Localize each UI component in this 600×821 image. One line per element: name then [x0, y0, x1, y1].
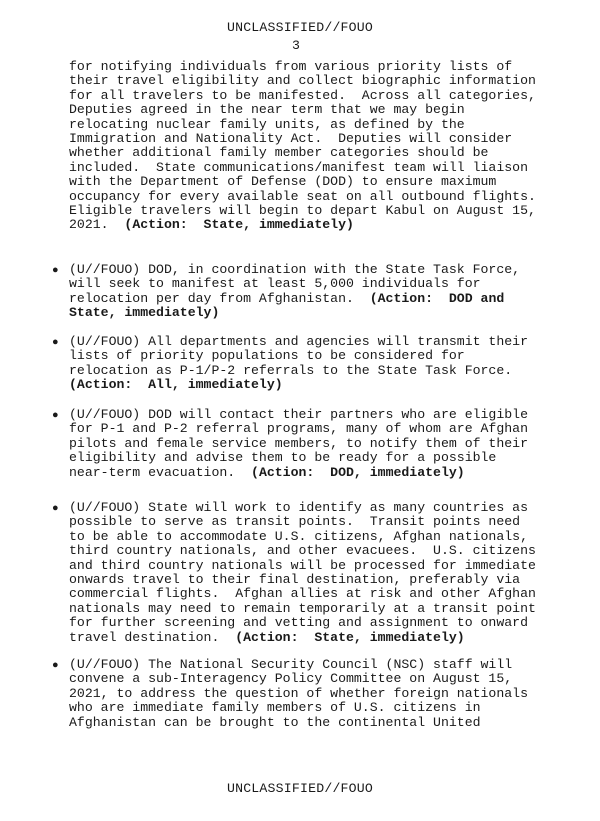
text-line: and third country nationals will be processed for immediate: [69, 557, 536, 573]
text-line: for all travelers to be manifested. Across all categories,: [69, 87, 536, 103]
text-line: relocation as P-1/P-2 referrals to the State Task Force.: [69, 362, 513, 378]
action-tag: (Action: DOD, immediately): [251, 464, 465, 480]
text-line: third country nationals, and other evacuees. U.S. citizens: [69, 543, 536, 559]
action-tag: (Action: DOD and: [369, 290, 505, 306]
page-number: 3: [292, 38, 300, 53]
text-line: possible to serve as transit points. Transit points need: [69, 514, 521, 530]
text-fragment: travel destination.: [69, 629, 236, 645]
text-line: to be able to accommodate U.S. citizens, Afghan nationals,: [69, 528, 528, 544]
text-line: relocating nuclear family units, as defined by the: [69, 116, 465, 132]
bullet-icon: ●: [52, 337, 59, 349]
text-line: convene a sub-Interagency Policy Committee on August 15,: [69, 671, 513, 687]
text-line: with the Department of Defense (DOD) to ensure maximum: [69, 174, 497, 190]
text-line: [69, 292, 569, 306]
text-fragment: near-term evacuation.: [69, 464, 252, 480]
bullet-paragraph-dod-manifest: [69, 263, 569, 321]
text-line: their travel eligibility and collect biographic information: [69, 73, 536, 89]
text-line: for further screening and vetting and assignment to onward: [69, 615, 528, 631]
text-line: (U//FOUO) DOD will contact their partners who are eligible: [69, 407, 528, 422]
text-line: Eligible travelers will begin to depart Kabul on August 15,: [69, 203, 536, 219]
text-fragment: relocation per day from Afghanistan.: [69, 290, 370, 306]
footer-classification: UNCLASSIFIED//FOUO: [226, 781, 374, 796]
text-line: onwards travel to their final destination, preferably via: [69, 572, 521, 588]
bullet-paragraph-transit-points: [69, 501, 569, 645]
action-tag: (Action: All, immediately): [69, 377, 283, 393]
text-line: (U//FOUO) All departments and agencies will transmit their: [69, 334, 528, 349]
text-line: commercial flights. Afghan allies at risk and other Afghan: [69, 586, 536, 602]
header-classification: UNCLASSIFIED//FOUO: [226, 20, 374, 35]
bullet-paragraph-p1-p2-partners: [69, 408, 569, 480]
text-line: occupancy for every available seat on all outbound flights.: [69, 188, 536, 204]
text-line: whether additional family member categories should be: [69, 145, 489, 161]
text-line: Afghanistan can be brought to the continental United: [69, 714, 481, 730]
text-fragment: 2021.: [69, 217, 125, 233]
bullet-icon: ●: [52, 503, 59, 515]
text-line: Deputies agreed in the near term that we may begin: [69, 102, 465, 118]
text-line: who are immediate family members of U.S. citizens in: [69, 700, 481, 716]
bullet-icon: ●: [52, 660, 59, 672]
text-line: will seek to manifest at least 5,000 individuals for: [69, 276, 481, 292]
text-line: for P-1 and P-2 referral programs, many of whom are Afghan: [69, 421, 528, 437]
action-tag: (Action: State, immediately): [235, 629, 465, 645]
text-line: (U//FOUO) State will work to identify as many countries as: [69, 500, 528, 515]
bullet-icon: ●: [52, 265, 59, 277]
text-line: [69, 218, 569, 232]
bullet-paragraph-nsc-committee: [69, 658, 569, 730]
continuation-paragraph: [69, 60, 569, 233]
action-tag-continued: State, immediately): [69, 305, 220, 321]
text-line: Immigration and Nationality Act. Deputies will consider: [69, 131, 513, 147]
text-line: included. State communications/manifest team will liaison: [69, 159, 528, 175]
text-line: for notifying individuals from various priority lists of: [69, 59, 513, 74]
text-line: eligibility and advise them to be ready for a possible: [69, 450, 497, 466]
text-line: 2021, to address the question of whether foreign nationals: [69, 685, 528, 701]
text-line: [69, 631, 569, 645]
text-line: [69, 466, 569, 480]
text-line: lists of priority populations to be considered for: [69, 348, 465, 364]
text-line: pilots and female service members, to notify them of their: [69, 435, 528, 451]
bullet-paragraph-priority-lists: [69, 335, 569, 393]
action-tag: (Action: State, immediately): [124, 217, 354, 233]
text-line: (U//FOUO) DOD, in coordination with the State Task Force,: [69, 262, 521, 277]
text-line: (U//FOUO) The National Security Council (NSC) staff will: [69, 657, 513, 672]
text-line: nationals may need to remain temporarily at a transit point: [69, 600, 536, 616]
bullet-icon: ●: [52, 410, 59, 422]
